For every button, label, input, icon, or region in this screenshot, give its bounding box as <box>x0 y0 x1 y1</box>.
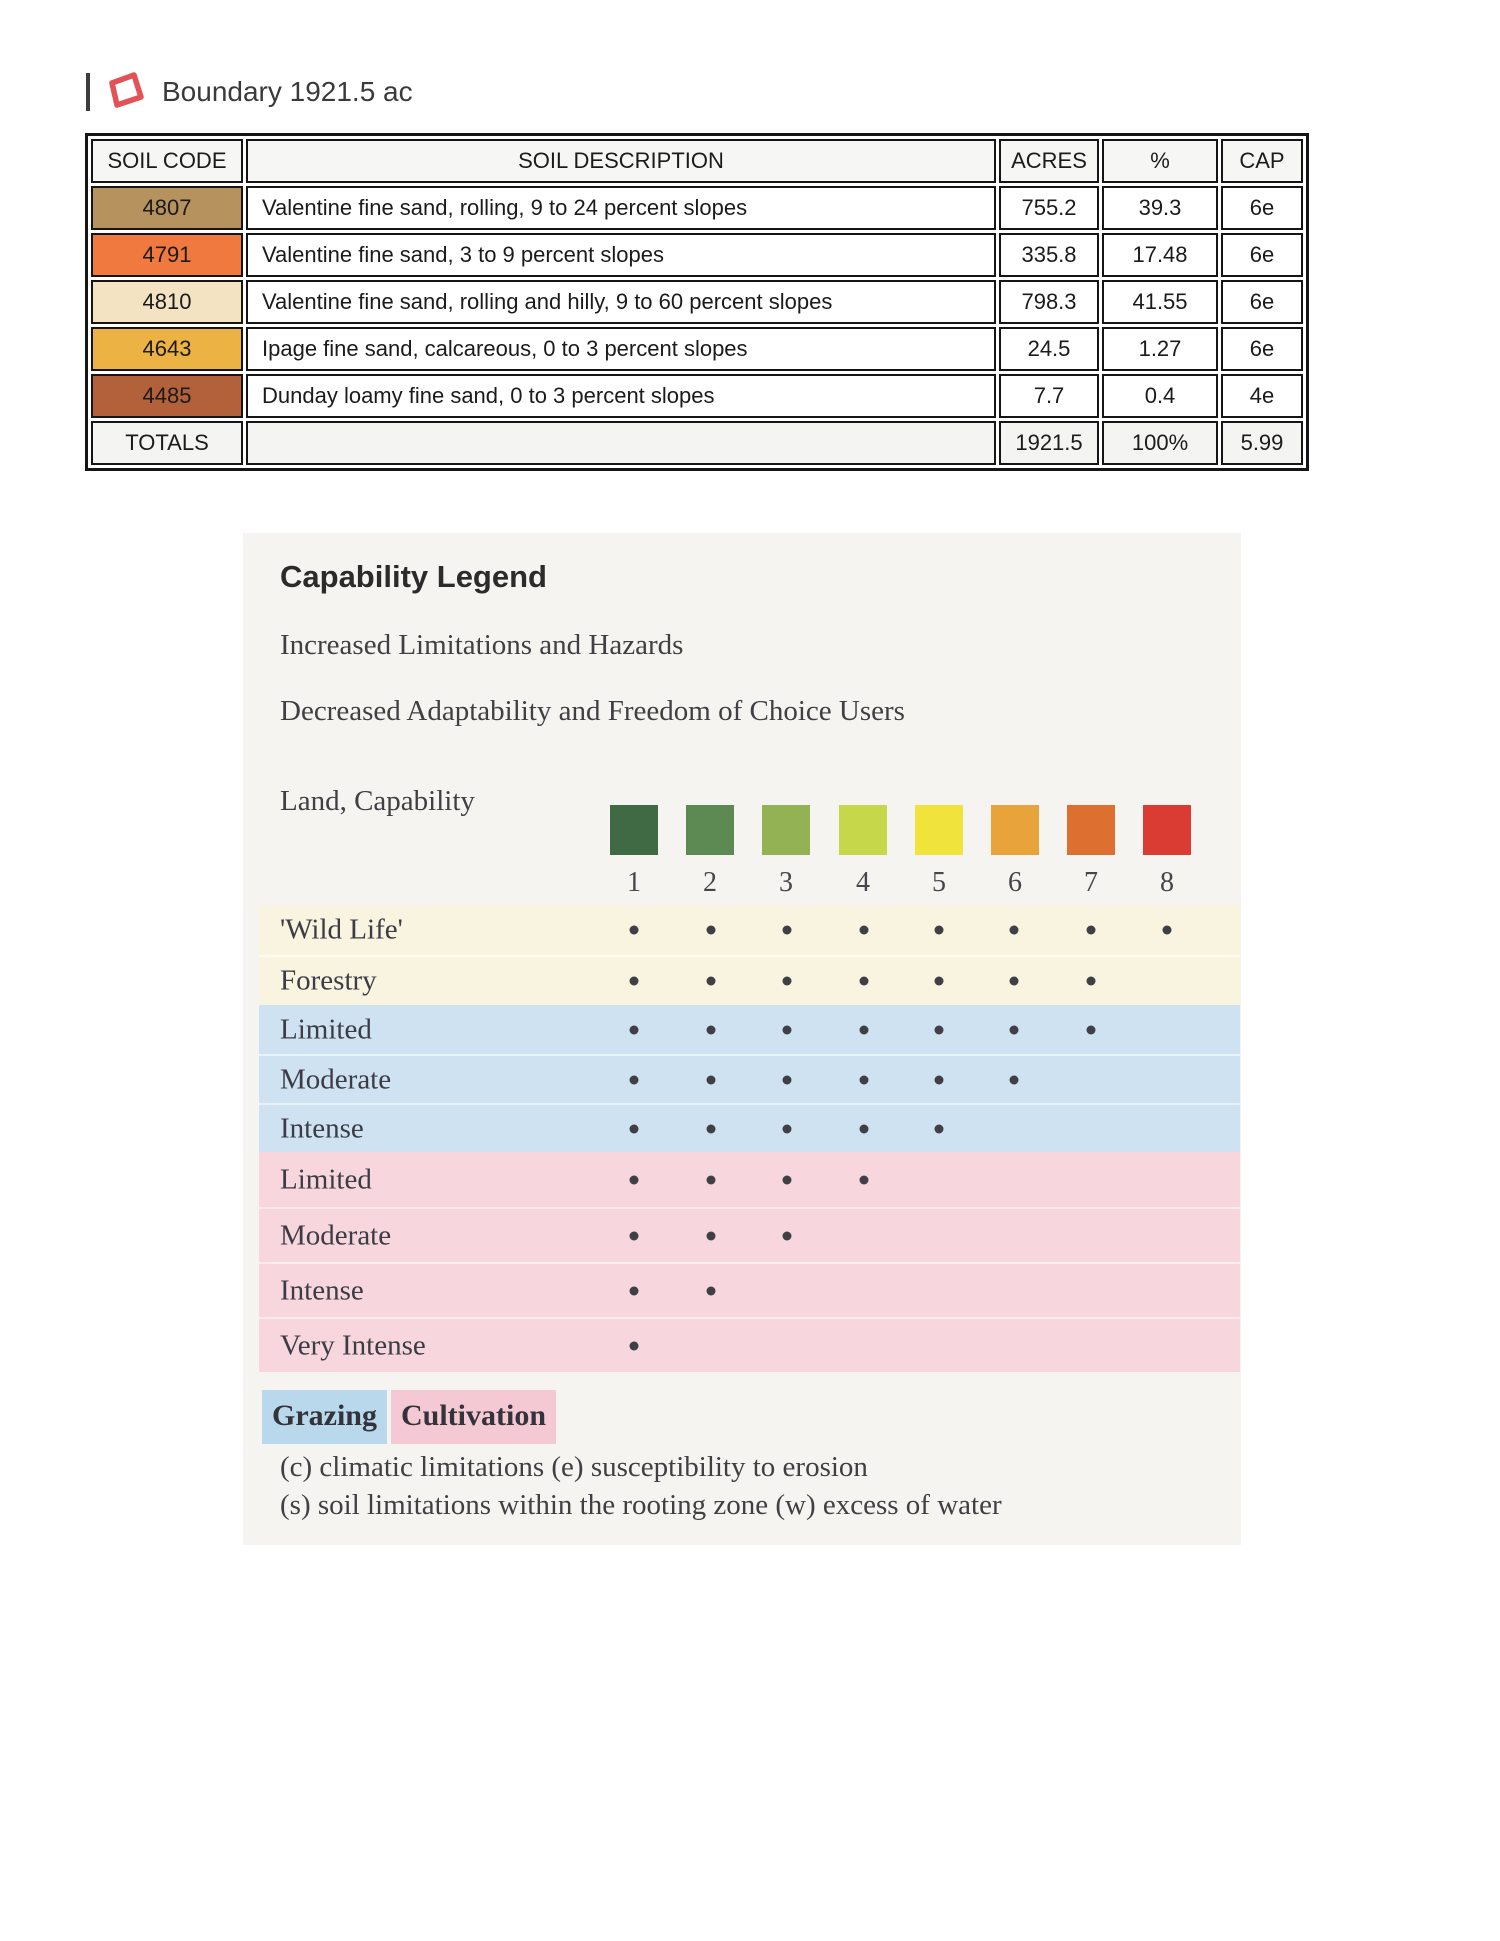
soil-table-header-row <box>91 139 1303 183</box>
pct-cell: 17.48 <box>1102 233 1218 277</box>
legend-line-decreased: Decreased Adaptability and Freedom of Choice Users <box>280 695 905 727</box>
capability-dot <box>935 1025 944 1034</box>
totals-label-cell: TOTALS <box>91 421 243 465</box>
totals-cap-cell: 5.99 <box>1221 421 1303 465</box>
capability-dot <box>783 926 792 935</box>
soil-table-totals-row <box>91 421 1303 465</box>
capability-class-number: 7 <box>1084 867 1098 898</box>
band-key-labels <box>262 1390 556 1444</box>
capability-matrix <box>259 905 1240 1372</box>
capability-dot <box>1087 977 1096 986</box>
capability-dot <box>783 1124 792 1133</box>
capability-row <box>259 1103 1240 1152</box>
capability-dot <box>860 926 869 935</box>
soil-description-cell: Dunday loamy fine sand, 0 to 3 percent slopes <box>246 374 996 418</box>
legend-line-increased: Increased Limitations and Hazards <box>280 629 684 661</box>
divider-bar <box>86 73 90 111</box>
soil-description-cell: Valentine fine sand, 3 to 9 percent slopes <box>246 233 996 277</box>
capability-dot <box>935 926 944 935</box>
capability-dot <box>630 926 639 935</box>
capability-dot <box>783 1231 792 1240</box>
cap-cell: 6e <box>1221 327 1303 371</box>
soil-code-cell: 4807 <box>91 186 243 230</box>
capability-dot <box>1163 926 1172 935</box>
soil-table-row <box>91 327 1303 371</box>
totals-description-cell <box>246 421 996 465</box>
legend-title: Capability Legend <box>280 559 547 594</box>
column-header-soil-code: SOIL CODE <box>91 139 243 183</box>
footnote-soil-water: (s) soil limitations within the rooting zone (w) excess of water <box>280 1489 1002 1521</box>
capability-dot <box>707 1286 716 1295</box>
totals-acres-cell: 1921.5 <box>999 421 1099 465</box>
boundary-layer-item[interactable] <box>86 70 413 114</box>
capability-row-label: Forestry <box>280 964 377 997</box>
cap-cell: 6e <box>1221 280 1303 324</box>
capability-dot <box>783 1025 792 1034</box>
acres-cell: 798.3 <box>999 280 1099 324</box>
capability-row-label: 'Wild Life' <box>280 913 403 946</box>
capability-row-label: Intense <box>280 1274 364 1306</box>
column-header-acres: ACRES <box>999 139 1099 183</box>
capability-dot <box>860 1175 869 1184</box>
capability-row-label: Limited <box>280 1163 372 1195</box>
soil-table <box>85 133 1309 471</box>
acres-cell: 755.2 <box>999 186 1099 230</box>
capability-dot <box>860 1075 869 1084</box>
capability-row-label: Intense <box>280 1112 364 1144</box>
capability-class-swatch <box>610 805 658 855</box>
capability-class-number: 2 <box>703 867 717 898</box>
capability-dot <box>707 1025 716 1034</box>
boundary-title: Boundary 1921.5 ac <box>162 76 413 107</box>
soil-code-cell: 4485 <box>91 374 243 418</box>
capability-dot <box>783 1075 792 1084</box>
capability-dot <box>860 1124 869 1133</box>
capability-dot <box>935 1124 944 1133</box>
cap-cell: 6e <box>1221 233 1303 277</box>
acres-cell: 24.5 <box>999 327 1099 371</box>
capability-class-number: 8 <box>1160 867 1174 898</box>
capability-dot <box>1010 1025 1019 1034</box>
capability-dot <box>1010 977 1019 986</box>
capability-band-cultivation <box>259 1152 1240 1372</box>
capability-row <box>259 1262 1240 1317</box>
soil-code-cell: 4791 <box>91 233 243 277</box>
capability-legend-panel <box>243 533 1241 1545</box>
capability-row <box>259 1152 1240 1207</box>
capability-band-grazing <box>259 1005 1240 1152</box>
soil-table-row <box>91 233 1303 277</box>
capability-dot <box>630 1231 639 1240</box>
capability-dot <box>630 977 639 986</box>
boundary-polygon-icon <box>103 70 149 114</box>
capability-dot <box>630 1025 639 1034</box>
soil-table-row <box>91 374 1303 418</box>
capability-dot <box>707 1124 716 1133</box>
grazing-key-label: Grazing <box>262 1390 387 1444</box>
capability-class-number: 1 <box>627 867 641 898</box>
capability-class-swatch <box>762 805 810 855</box>
capability-dot <box>935 977 944 986</box>
capability-dot <box>707 926 716 935</box>
pct-cell: 39.3 <box>1102 186 1218 230</box>
capability-row <box>259 1317 1240 1372</box>
soil-description-cell: Valentine fine sand, rolling and hilly, 9 to 60 percent slopes <box>246 280 996 324</box>
land-capability-label: Land, Capability <box>280 785 475 817</box>
capability-dot <box>630 1341 639 1350</box>
capability-class-swatch <box>915 805 963 855</box>
capability-dot <box>1010 926 1019 935</box>
capability-row-label: Moderate <box>280 1219 392 1251</box>
capability-band-general <box>259 905 1240 1005</box>
soil-description-cell: Ipage fine sand, calcareous, 0 to 3 percent slopes <box>246 327 996 371</box>
acres-cell: 335.8 <box>999 233 1099 277</box>
column-header-: % <box>1102 139 1218 183</box>
capability-class-swatch <box>686 805 734 855</box>
capability-row-label: Limited <box>280 1013 372 1045</box>
capability-dot <box>630 1124 639 1133</box>
pct-cell: 0.4 <box>1102 374 1218 418</box>
capability-row <box>259 1054 1240 1103</box>
column-header-soil-description: SOIL DESCRIPTION <box>246 139 996 183</box>
footnote-climatic-erosion: (c) climatic limitations (e) susceptibility to erosion <box>280 1451 868 1483</box>
soil-table-row <box>91 186 1303 230</box>
capability-row <box>259 1005 1240 1054</box>
capability-row <box>259 955 1240 1005</box>
capability-class-swatch <box>1143 805 1191 855</box>
capability-dot <box>1087 926 1096 935</box>
capability-row <box>259 1207 1240 1262</box>
cap-cell: 6e <box>1221 186 1303 230</box>
soil-code-cell: 4643 <box>91 327 243 371</box>
soil-description-cell: Valentine fine sand, rolling, 9 to 24 percent slopes <box>246 186 996 230</box>
capability-dot <box>630 1286 639 1295</box>
capability-dot <box>1010 1075 1019 1084</box>
capability-dot <box>860 977 869 986</box>
capability-class-swatch <box>991 805 1039 855</box>
capability-class-number: 3 <box>779 867 793 898</box>
capability-class-swatch <box>839 805 887 855</box>
capability-class-swatch <box>1067 805 1115 855</box>
capability-class-number: 5 <box>932 867 946 898</box>
capability-dot <box>860 1025 869 1034</box>
soil-table-row <box>91 280 1303 324</box>
capability-dot <box>707 1231 716 1240</box>
cultivation-key-label: Cultivation <box>391 1390 556 1444</box>
capability-dot <box>707 1075 716 1084</box>
acres-cell: 7.7 <box>999 374 1099 418</box>
column-header-cap: CAP <box>1221 139 1303 183</box>
capability-dot <box>783 977 792 986</box>
capability-dot <box>630 1175 639 1184</box>
soil-code-cell: 4810 <box>91 280 243 324</box>
capability-dot <box>630 1075 639 1084</box>
cap-cell: 4e <box>1221 374 1303 418</box>
capability-dot <box>783 1175 792 1184</box>
capability-dot <box>935 1075 944 1084</box>
capability-dot <box>1087 1025 1096 1034</box>
capability-row-label: Moderate <box>280 1063 392 1095</box>
capability-row-label: Very Intense <box>280 1329 426 1361</box>
capability-dot <box>707 1175 716 1184</box>
pct-cell: 1.27 <box>1102 327 1218 371</box>
totals-pct-cell: 100% <box>1102 421 1218 465</box>
capability-class-number: 6 <box>1008 867 1022 898</box>
pct-cell: 41.55 <box>1102 280 1218 324</box>
capability-row <box>259 905 1240 955</box>
capability-dot <box>707 977 716 986</box>
capability-class-number: 4 <box>856 867 870 898</box>
